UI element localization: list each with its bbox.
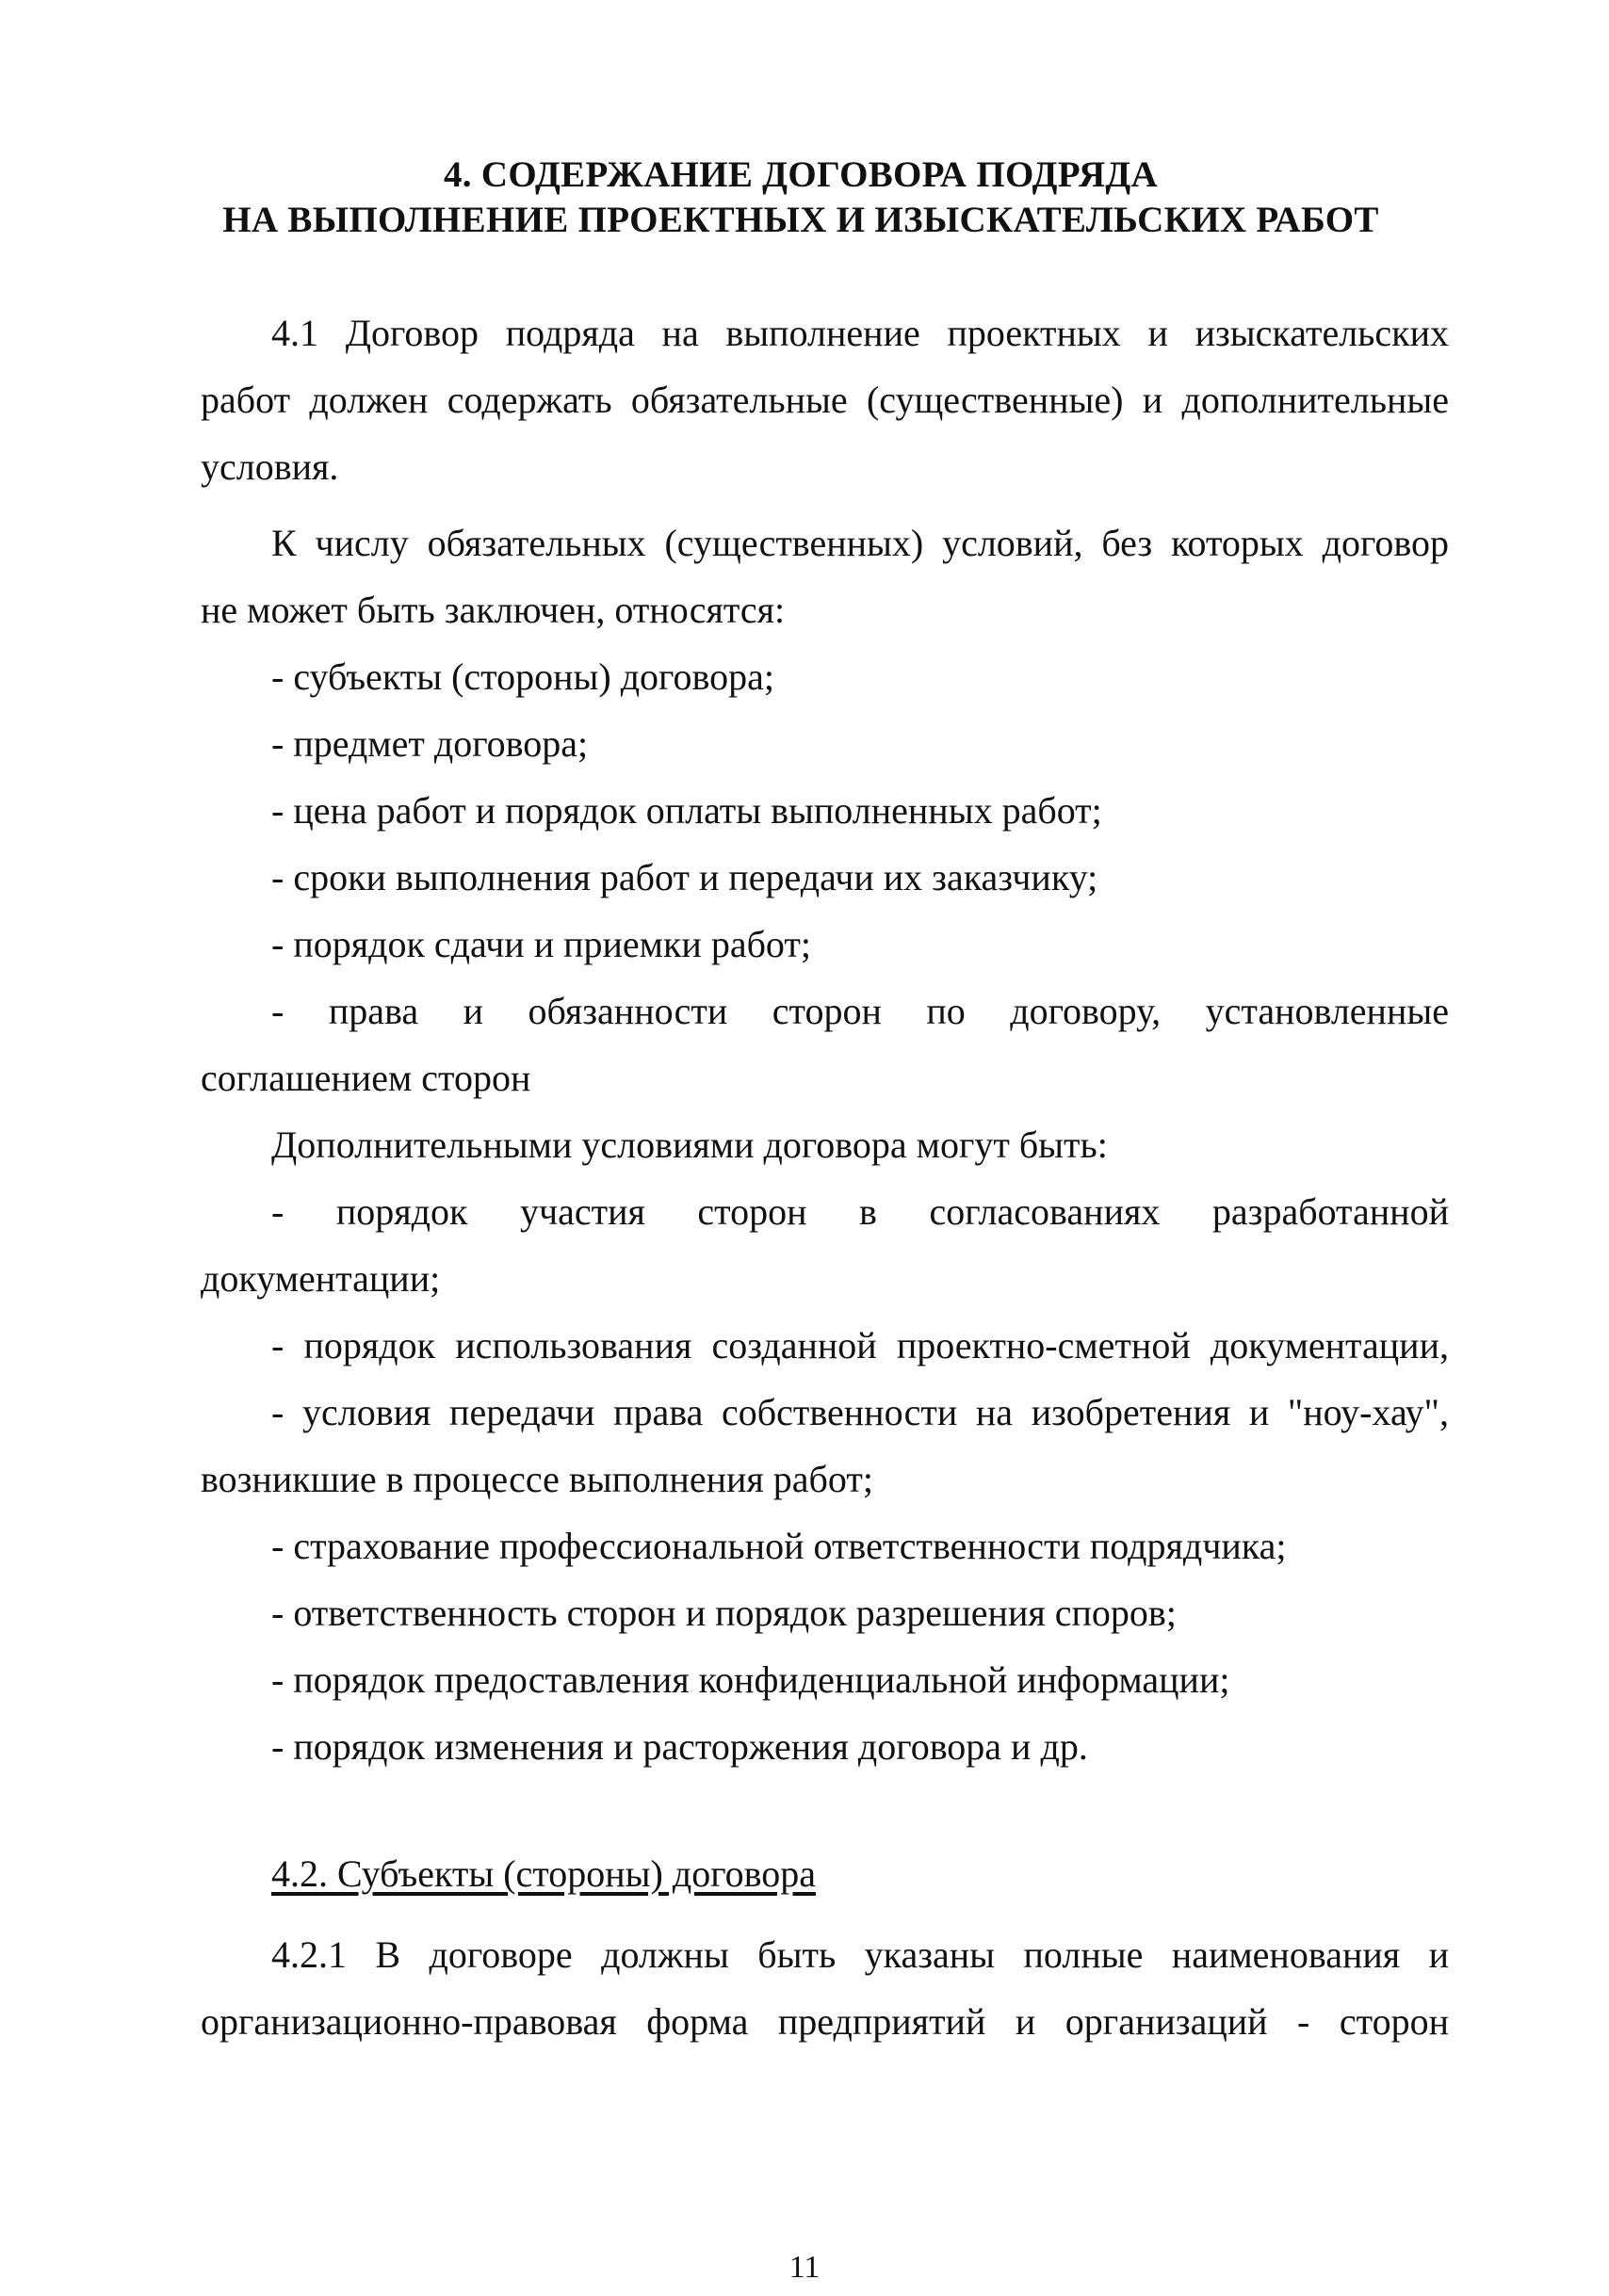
page-number: 11 bbox=[788, 2250, 821, 2285]
list-item-price: - цена работ и порядок оплаты выполненных работ; bbox=[271, 789, 1102, 832]
list-item-usage: - порядок использования созданной проектно-сметной документации, bbox=[271, 1324, 1449, 1366]
subsection-heading-4-2: 4.2. Субъекты (стороны) договора bbox=[271, 1852, 816, 1895]
list-item-liability: - ответственность сторон и порядок разрешения споров; bbox=[271, 1592, 1177, 1634]
mandatory-intro-line-1: К числу обязательных (существенных) условий, без которых договор bbox=[271, 522, 1449, 564]
mandatory-intro-line-2: не может быть заключен, относятся: bbox=[201, 589, 786, 631]
list-item-rights-line-2: соглашением сторон bbox=[201, 1057, 531, 1099]
list-item-ownership-line-2: возникшие в процессе выполнения работ; bbox=[201, 1458, 873, 1500]
list-item-insurance: - страхование профессиональной ответственности подрядчика; bbox=[271, 1525, 1287, 1567]
paragraph-4-1-line-3: условия. bbox=[201, 445, 339, 488]
list-item-termination: - порядок изменения и расторжения договора и др. bbox=[271, 1725, 1088, 1768]
list-item-approval-line-2: документации; bbox=[201, 1257, 441, 1300]
list-item-ownership-line-1: - условия передачи права собственности на изобретения и "ноу-хау", bbox=[271, 1391, 1449, 1433]
section-heading-line-1: 4. СОДЕРЖАНИЕ ДОГОВОРА ПОДРЯДА bbox=[443, 154, 1159, 195]
paragraph-4-2-1-line-2: организационно-правовая форма предприятий и организаций - сторон bbox=[201, 2000, 1449, 2043]
list-item-subjects: - субъекты (стороны) договора; bbox=[271, 655, 774, 698]
list-item-approval-line-1: - порядок участия сторон в согласованиях разработанной bbox=[271, 1190, 1449, 1233]
paragraph-4-1-line-1: 4.1 Договор подряда на выполнение проектных и изыскательских bbox=[271, 312, 1449, 354]
paragraph-4-1-line-2: работ должен содержать обязательные (существенные) и дополнительные bbox=[201, 379, 1449, 421]
list-item-subject-matter: - предмет договора; bbox=[271, 722, 589, 765]
list-item-acceptance: - порядок сдачи и приемки работ; bbox=[271, 923, 811, 965]
list-item-rights-line-1: - права и обязанности сторон по договору, установленные bbox=[271, 990, 1449, 1032]
list-item-deadlines: - сроки выполнения работ и передачи их заказчику; bbox=[271, 856, 1098, 898]
paragraph-4-2-1-line-1: 4.2.1 В договоре должны быть указаны полные наименования и bbox=[271, 1933, 1449, 1976]
additional-intro: Дополнительными условиями договора могут быть: bbox=[271, 1124, 1108, 1166]
section-heading-line-2: НА ВЫПОЛНЕНИЕ ПРОЕКТНЫХ И ИЗЫСКАТЕЛЬСКИХ РАБОТ bbox=[222, 200, 1379, 240]
list-item-confidential: - порядок предоставления конфиденциальной информации; bbox=[271, 1658, 1230, 1701]
